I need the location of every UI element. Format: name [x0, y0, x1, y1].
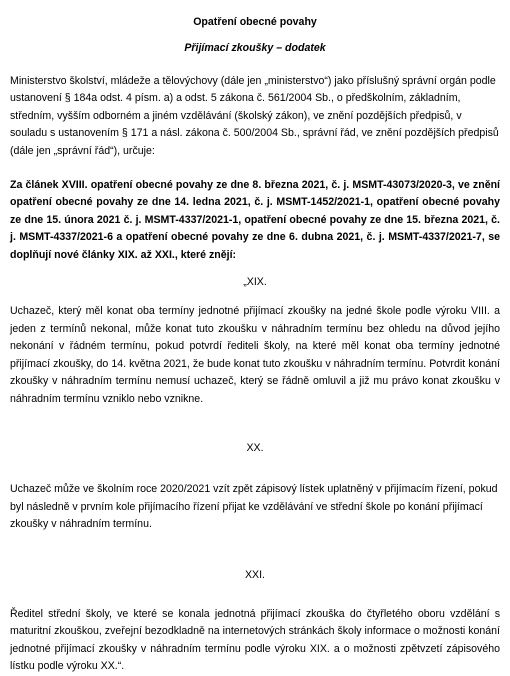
article-xxi-text: Ředitel střední školy, ve které se konala jednotná přijímací zkouška do čtyřletého oboru vzdělání s maturitní zkouškou, zveřejní bezodkladně na internetových stránkách školy informace o možnosti konání jednotné přijímací zkoušky v náhradním termínu podle výroku XIX. a o možnosti zpětvzetí zápisového lístku podle výroku XX.“.: [10, 607, 500, 673]
article-xx-text: Uchazeč může ve školním roce 2020/2021 vzít zpět zápisový lístek uplatněný v přijímacím řízení, pokud byl následně v prvním kole přijímacího řízení přijat ke vzdělávání ve střední škole po konání přijímací zkoušky v náhradním termínu.: [10, 483, 498, 531]
article-xix-text: Uchazeč, který měl konat oba termíny jednotné přijímací zkoušky na jedné škole podle výroku VIII. a jeden z termínů nekonal, může konat tuto zkoušku v náhradním termínu bez ohledu na důvod jejího nekonání v řádném termínu, pokud potvrdí řediteli školy, na které měl konat oba termíny jednotné přijímací zkoušky, do 14. května 2021, že bude konat tuto zkoušku v náhradním termínu. Potvrdit konání zkoušky v náhradním termínu nemusí uchazeč, který se řádně omluvil a již mu právo konat zkoušku v náhradním termínu vzniklo nebo vznikne.: [10, 305, 500, 405]
article-xx-heading: XX.: [246, 441, 264, 454]
amendment-paragraph: Za článek XVIII. opatření obecné povahy ze dne 8. března 2021, č. j. MSMT-43073/2020-3, ve znění opatření obecné povahy ze dne 14. ledna 2021, č. j. MSMT-1452/2021-1, opatření obecné povahy ze dne 15. února 2021 č. j. MSMT-4337/2021-1, opatření obecné povahy ze dne 15. března 2021, č. j. MSMT-4337/2021-6 a opatření obecné povahy ze dne 6. dubna 2021, č. j. MSMT-4337/2021-7, se doplňují nové články XIX. až XXI., které znějí:: [10, 179, 500, 261]
document-title: Opatření obecné povahy: [193, 16, 317, 28]
document-subtitle: Přijímací zkoušky – dodatek: [184, 42, 326, 54]
article-xix-heading: „XIX.: [243, 276, 267, 289]
intro-paragraph: Ministerstvo školství, mládeže a tělovýchovy (dále jen „ministerstvo“) jako příslušný správní orgán podle ustanovení § 184a odst. 4 písm. a) a odst. 5 zákona č. 561/2004 Sb., o předškolním, základním, středním, vyšším odborném a jiném vzdělávání (školský zákon), ve znění pozdějších předpisů, v souladu s ustanovením § 171 a násl. zákona č. 500/2004 Sb., správní řád, ve znění pozdějších předpisů (dále jen „správní řád“), určuje:: [10, 75, 499, 157]
article-xxi-heading: XXI.: [244, 568, 266, 581]
